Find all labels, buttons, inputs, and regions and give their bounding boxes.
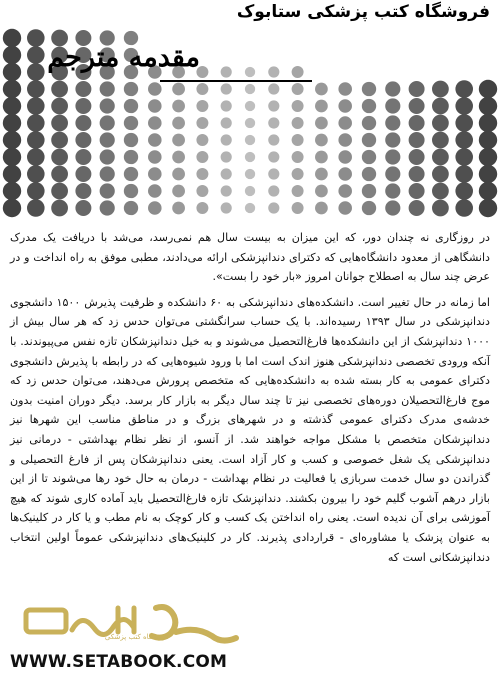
pattern-dot	[338, 116, 352, 130]
pattern-dot	[245, 135, 255, 145]
chapter-title: مقدمه مترجم	[47, 42, 200, 73]
pattern-dot	[432, 183, 449, 200]
pattern-dot	[27, 148, 45, 166]
pattern-dot	[479, 182, 497, 200]
pattern-dot	[479, 131, 497, 149]
pattern-dot	[196, 151, 208, 163]
pattern-dot	[245, 84, 255, 94]
pattern-dot	[75, 98, 91, 114]
pattern-dot	[3, 131, 21, 149]
pattern-dot	[479, 97, 497, 115]
pattern-dot	[3, 80, 21, 98]
pattern-dot	[172, 83, 185, 96]
pattern-dot	[292, 185, 304, 197]
pattern-dot	[479, 114, 497, 132]
pattern-dot	[362, 82, 376, 96]
pattern-dot	[338, 184, 352, 198]
pattern-dot	[100, 98, 115, 113]
pattern-dot	[268, 151, 279, 162]
pattern-dot	[172, 151, 185, 164]
pattern-dot	[51, 132, 68, 149]
pattern-dot	[455, 148, 473, 166]
pattern-dot	[196, 202, 208, 214]
pattern-dot	[315, 117, 328, 130]
store-title: فروشگاه کتب پزشکی ستابوک	[236, 2, 490, 22]
pattern-dot	[3, 29, 21, 47]
pattern-dot	[27, 131, 45, 149]
pattern-dot	[245, 118, 255, 128]
pattern-dot	[315, 168, 328, 181]
pattern-dot	[221, 168, 232, 179]
pattern-dot	[27, 199, 45, 217]
pattern-dot	[409, 149, 425, 165]
pattern-dot	[221, 134, 232, 145]
pattern-dot	[75, 132, 91, 148]
pattern-dot	[362, 167, 376, 181]
pattern-dot	[148, 116, 162, 130]
pattern-dot	[455, 131, 473, 149]
pattern-dot	[338, 167, 352, 181]
pattern-dot	[172, 185, 185, 198]
pattern-dot	[172, 134, 185, 147]
pattern-dot	[27, 97, 45, 115]
pattern-dot	[362, 99, 376, 113]
pattern-dot	[221, 185, 232, 196]
pattern-dot	[292, 66, 304, 78]
pattern-dot	[3, 114, 21, 132]
pattern-dot	[455, 80, 473, 98]
pattern-dot	[479, 199, 497, 217]
pattern-dot	[148, 167, 162, 181]
pattern-dot	[148, 201, 162, 215]
pattern-dot	[409, 81, 425, 97]
pattern-dot	[385, 166, 400, 181]
pattern-dot	[338, 201, 352, 215]
pattern-dot	[27, 29, 45, 47]
body-text	[10, 228, 490, 573]
pattern-dot	[432, 166, 449, 183]
pattern-dot	[268, 100, 279, 111]
pattern-dot	[221, 202, 232, 213]
pattern-dot	[315, 151, 328, 164]
pattern-dot	[51, 149, 68, 166]
pattern-dot	[292, 151, 304, 163]
pattern-dot	[196, 168, 208, 180]
pattern-dot	[172, 168, 185, 181]
pattern-dot	[51, 81, 68, 98]
paragraph-2: اما زمانه در حال تغییر است. دانشکده‌های دندانپزشکی به ۶۰ دانشکده و ظرفیت پذیرش ۱۵۰۰ دانشجوی دندانپزشکی در سال ۱۳۹۳ رسیده‌اند. با یک حساب سرانگشتی می‌توان حدس زد که هر سال بیش از ۱۰۰۰ دندانپزشک از این دانشکده‌ها فارغ‌التحصیل می‌شوند و به خیل دندانپزشکان تازه نفس می‌پیوندند. با آنکه ورودی تخصصی دندانپزشکی هنوز اندک است اما با ورود شیوه‌هایی که در رابطه با پذیرش دانشجوی دکترای عمومی به کار بسته شده به دانشکده‌هایی که متخصص پرورش می‌دهند، می‌توان حدس زد که موج فارغ‌التحصیلان دوره‌های تخصصی نیز تا چند سال دیگر به بازار کار برسد. دیگر دوران امنیت بدون خدشه‌ی مدرک دکترای عمومی گذشته و در شهرهای بزرگ و در مناطق مناسب این شهرها نیز دندانپزشکان متخصص با مشکل مواجه خواهند شد. از آنسو، از نظر نظام بهداشتی - درمانی نیز دندانپزشکی یک شغل خصوصی و کسب و کار آزاد است. یعنی دندانپزشکان پس از فارغ التحصیلی و گذراندن دو سال خدمت سربازی یا فعالیت در نظام بهداشت - درمان به حال خود رها می‌شوند تا از این بازار درهم آشوب گلیم خود را بیرون بکشند. دندانپزشک تازه فارغ‌التحصیل باید آماده کاری شوند که هیچ آموزشی برای آن ندیده است. یعنی راه انداختن یک کسب و کار کوچک به نام مطب و یا کار در کلینیک‌ها به عنوان پزشک یا مشاوره‌ای - قراردادی پذیرند. کار در کلینیک‌های دندانپزشکی عموماً اولین انتخاب دندانپزشکانی است که	[10, 295, 490, 564]
pattern-dot	[221, 151, 232, 162]
pattern-dot	[432, 200, 449, 217]
pattern-dot	[75, 149, 91, 165]
pattern-dot	[75, 183, 91, 199]
pattern-dot	[221, 66, 232, 77]
pattern-dot	[245, 203, 255, 213]
pattern-dot	[124, 116, 138, 130]
pattern-dot	[27, 46, 45, 64]
pattern-dot	[148, 82, 162, 96]
pattern-dot	[51, 200, 68, 217]
pattern-dot	[27, 114, 45, 132]
pattern-dot	[292, 100, 304, 112]
pattern-dot	[75, 200, 91, 216]
pattern-dot	[268, 202, 279, 213]
pattern-dot	[51, 166, 68, 183]
pattern-dot	[455, 199, 473, 217]
pattern-dot	[148, 150, 162, 164]
pattern-dot	[362, 150, 376, 164]
pattern-dot	[100, 149, 115, 164]
pattern-dot	[362, 201, 376, 215]
pattern-dot	[124, 82, 138, 96]
pattern-dot	[245, 152, 255, 162]
pattern-dot	[124, 167, 138, 181]
pattern-dot	[100, 200, 115, 215]
pattern-dot	[268, 134, 279, 145]
pattern-dot	[409, 166, 425, 182]
pattern-dot	[3, 46, 21, 64]
pattern-dot	[292, 83, 304, 95]
pattern-dot	[245, 101, 255, 111]
pattern-dot	[124, 150, 138, 164]
pattern-dot	[75, 166, 91, 182]
chapter-title-underline	[160, 80, 312, 82]
pattern-dot	[292, 134, 304, 146]
pattern-dot	[124, 184, 138, 198]
pattern-dot	[292, 168, 304, 180]
pattern-dot	[221, 100, 232, 111]
pattern-dot	[51, 183, 68, 200]
pattern-dot	[315, 134, 328, 147]
pattern-dot	[385, 115, 400, 130]
pattern-dot	[362, 133, 376, 147]
pattern-dot	[479, 148, 497, 166]
pattern-dot	[385, 200, 400, 215]
pattern-dot	[3, 182, 21, 200]
pattern-dot	[3, 165, 21, 183]
pattern-dot	[409, 132, 425, 148]
paragraph-1: در روزگاری نه چندان دور، که این میزان به بیست سال هم نمی‌رسد، می‌شد با دریافت یک مدرک دانشگاهی از معدود دانشگاه‌هایی که دکترای دندانپزشکی ارائه می‌دادند، مطبی موفق به راه انداخت و در عرض چند سال به اصطلاح جوانان امروز «بار خود را بست».	[10, 231, 490, 284]
pattern-dot	[196, 117, 208, 129]
pattern-dot	[268, 168, 279, 179]
pattern-dot	[27, 165, 45, 183]
pattern-dot	[385, 132, 400, 147]
pattern-dot	[432, 149, 449, 166]
pattern-dot	[75, 115, 91, 131]
pattern-dot	[75, 81, 91, 97]
pattern-dot	[338, 82, 352, 96]
pattern-dot	[268, 66, 279, 77]
pattern-dot	[338, 99, 352, 113]
pattern-dot	[455, 182, 473, 200]
pattern-dot	[196, 83, 208, 95]
pattern-dot	[385, 149, 400, 164]
pattern-dot	[100, 132, 115, 147]
pattern-dot	[385, 183, 400, 198]
pattern-dot	[432, 115, 449, 132]
pattern-dot	[292, 117, 304, 129]
watermark-caption: فروشگاه کتب پزشکی	[104, 633, 170, 641]
pattern-dot	[455, 114, 473, 132]
pattern-dot	[172, 117, 185, 130]
pattern-dot	[51, 115, 68, 132]
pattern-dot	[315, 83, 328, 96]
pattern-dot	[409, 183, 425, 199]
pattern-dot	[268, 185, 279, 196]
pattern-dot	[100, 115, 115, 130]
pattern-dot	[455, 97, 473, 115]
pattern-dot	[292, 202, 304, 214]
pattern-dot	[409, 200, 425, 216]
pattern-dot	[362, 184, 376, 198]
watermark-url: WWW.SETABOOK.COM	[10, 652, 228, 672]
pattern-dot	[196, 134, 208, 146]
pattern-dot	[100, 183, 115, 198]
pattern-dot	[3, 199, 21, 217]
pattern-dot	[148, 99, 162, 113]
pattern-dot	[245, 169, 255, 179]
pattern-dot	[124, 133, 138, 147]
pattern-dot	[385, 81, 400, 96]
pattern-dot	[27, 63, 45, 81]
pattern-dot	[385, 98, 400, 113]
pattern-dot	[432, 132, 449, 149]
pattern-dot	[172, 202, 185, 215]
setabook-watermark	[6, 602, 246, 698]
pattern-dot	[479, 165, 497, 183]
pattern-dot	[27, 80, 45, 98]
pattern-dot	[432, 98, 449, 115]
pattern-dot	[245, 186, 255, 196]
pattern-dot	[100, 166, 115, 181]
pattern-dot	[3, 97, 21, 115]
pattern-dot	[196, 185, 208, 197]
pattern-dot	[221, 83, 232, 94]
pattern-dot	[51, 98, 68, 115]
pattern-dot	[338, 133, 352, 147]
pattern-dot	[455, 165, 473, 183]
pattern-dot	[432, 81, 449, 98]
pattern-dot	[148, 133, 162, 147]
pattern-dot	[172, 100, 185, 113]
pattern-dot	[409, 115, 425, 131]
pattern-dot	[409, 98, 425, 114]
pattern-dot	[338, 150, 352, 164]
pattern-dot	[315, 100, 328, 113]
pattern-dot	[27, 182, 45, 200]
pattern-dot	[268, 83, 279, 94]
pattern-dot	[124, 99, 138, 113]
pattern-dot	[3, 63, 21, 81]
pattern-dot	[3, 148, 21, 166]
pattern-dot	[124, 201, 138, 215]
pattern-dot	[315, 185, 328, 198]
pattern-dot	[479, 80, 497, 98]
pattern-dot	[100, 81, 115, 96]
pattern-dot	[196, 100, 208, 112]
pattern-dot	[362, 116, 376, 130]
pattern-dot	[315, 202, 328, 215]
pattern-dot	[268, 117, 279, 128]
pattern-dot	[148, 184, 162, 198]
pattern-dot	[221, 117, 232, 128]
pattern-dot	[245, 67, 255, 77]
